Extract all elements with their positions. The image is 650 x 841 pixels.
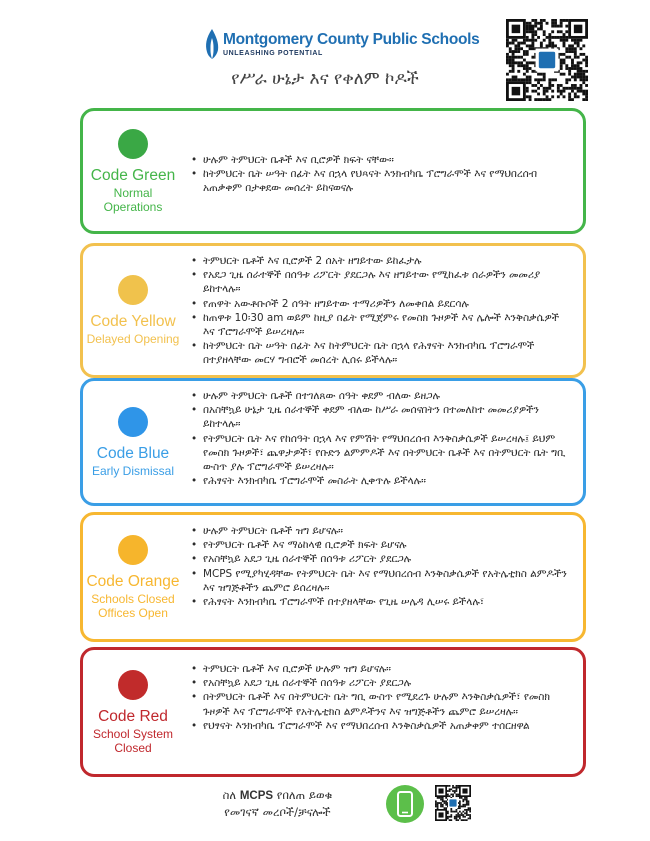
footer-line-1-pre: ስለ bbox=[222, 788, 240, 802]
qr-code-icon[interactable] bbox=[435, 785, 471, 821]
card-code-green bbox=[80, 108, 586, 234]
header bbox=[0, 0, 650, 105]
list-item: • የህፃናት እንክብካቤ ፕሮግራሞች እና የማህበረሰብ እንቅስቃሴዎች አጠቃቀም ተሰርዘዋል bbox=[191, 719, 573, 733]
bullet-list bbox=[191, 524, 573, 609]
code-label bbox=[83, 515, 183, 639]
list-item: • ሁሉም ትምህርት ቤቶች በተገለጸው ሰዓት ቀደም ብለው ይዘጋሉ bbox=[191, 389, 573, 403]
list-item: • ትምህርት ቤቶች እና ቢሮዎች ሁሉም ዝግ ይሆናሉ። bbox=[191, 662, 573, 676]
list-item: • ሁሉም ትምህርት ቤቶች እና ቢሮዎች ክፍት ናቸው። bbox=[191, 153, 573, 167]
status-dot bbox=[118, 407, 148, 437]
code-name: Code Red bbox=[98, 707, 168, 725]
code-description: Early Dismissal bbox=[91, 463, 174, 478]
card-code-red bbox=[80, 647, 586, 777]
code-description: Delayed Opening bbox=[86, 332, 180, 346]
code-label bbox=[83, 111, 183, 231]
code-label bbox=[83, 650, 183, 774]
list-item: • ከትምህርት ቤት ሠዓት በፊት እና በኋላ የህጻናት እንክብካቤ ፕሮግራሞች እና የማህበረሰብ አጠቃቀም በታቀደው መሰረት ይከናወናሉ bbox=[191, 167, 573, 195]
list-item: • ሁሉም ትምህርት ቤቶች ዝግ ይሆናሉ። bbox=[191, 524, 573, 538]
list-item: • የሕፃናት እንክብካቤ ፕሮግራሞች በተያዘላቸው የጊዜ ሠሌዳ ሊሠሩ ይችላሉ፣ bbox=[191, 595, 573, 609]
list-item: • የአስቸኳይ አደጋ ጊዜ ሰራተኞች በሰዓቱ ሪፖርት ያደርጋሉ bbox=[191, 552, 573, 566]
list-item: • ከትምህርት ቤት ሠዓት በፊት እና ከትምህርት ቤት በኋላ የሕፃናት እንክብካቤ ፕሮግራሞች በተያዘላቸው መርሃ ግብሮች መሰረት ሊሰሩ ይችላሉ። bbox=[191, 339, 573, 367]
footer-line-2: የመገናኛ መረቦች/ቻናሎች bbox=[224, 805, 331, 819]
list-item: • MCPS የሚያካሂዳቸው የትምህርት ቤት እና የማህበረሰብ እንቅስቃሴዎች የአትሌቲክስ ልምዶችን እና ዝግጅቶችን ጨምሮ ይሰረዛሉ። bbox=[191, 567, 573, 595]
footer-line-1 bbox=[190, 787, 365, 804]
footer-text bbox=[190, 787, 365, 820]
code-name: Code Yellow bbox=[90, 313, 176, 330]
list-item: • የጠዋት አውቶቡሶች 2 ሰዓት ዘግይተው ተማሪዎችን ለመቀበል ይደርሳሉ bbox=[191, 297, 573, 311]
list-item: • የሕፃናት እንክብካቤ ፕሮግራሞች መስራት ሊቀጥሉ ይችላሉ። bbox=[191, 474, 573, 488]
status-dot bbox=[118, 129, 148, 159]
code-description: Normal Operations bbox=[103, 185, 163, 214]
status-dot bbox=[118, 670, 148, 700]
list-item: • የአደጋ ጊዜ ሰራተኞች በሰዓቱ ሪፖርት ያደርጋሉ እና ዘግይተው የሚከፈቱ ሰራዎችን መመሪያ ይከተላሉ። bbox=[191, 268, 573, 296]
card-code-orange bbox=[80, 512, 586, 642]
list-item: • በአስቸኳይ ሁኔታ ጊዜ ሰራተኞች ቀደም ብለው ከሥራ መሰናበትን በተመለከተ መመሪያዎችን ይከተላሉ። bbox=[191, 403, 573, 431]
status-dot bbox=[118, 535, 148, 565]
list-item: • በትምህርት ቤቶች እና በትምህርት ቤት ግቢ ውስጥ የሚደረጉ ሁሉም እንቅስቃሴዎች፣ የመስክ ጉዞዎች እና ፕሮግራሞች የአትሌቲክስ ልምዶችንና እና ዝግጅቶችን ጨምሮ ይሠረዛሉ። bbox=[191, 690, 573, 718]
footer-line-1-bold: MCPS bbox=[239, 790, 274, 802]
status-dot bbox=[118, 275, 148, 305]
logo-tagline: UNLEASHING POTENTIAL bbox=[223, 50, 323, 57]
list-item: • የትምህርት ቤት እና የከሰዓት በኋላ እና የምሽት የማህበረሰብ እንቅስቃሴዎች ይሠረዛሉ፤ ይህም የመስክ ጉዞዎች፣ ጨዋታዎች፣ የቡድን ልምምዶች እና በትምህርት ቤቶች እና በትምህርት ቤት ግቢ ውስጥ ያሉ ፕሮግራሞች ይሠረዛሉ። bbox=[191, 432, 573, 475]
list-item: • የትምህርት ቤቶች እና ማዕከላዊ ቢሮዎች ክፍት ይሆናሉ bbox=[191, 538, 573, 552]
card-code-blue bbox=[80, 378, 586, 506]
code-description: School System Closed bbox=[92, 726, 174, 755]
card-code-yellow bbox=[80, 243, 586, 378]
phone-icon[interactable] bbox=[385, 784, 425, 824]
bullet-list bbox=[191, 153, 573, 196]
code-label bbox=[83, 381, 183, 503]
code-name: Code Green bbox=[90, 166, 176, 184]
code-label bbox=[83, 246, 183, 375]
list-item: • ትምህርት ቤቶች እና ቢሮዎች 2 ሰአት ዘግይተው ይከፈታሉ bbox=[191, 254, 573, 268]
page-title: የሥራ ሁኔታ እና የቀለም ኮዶች bbox=[231, 69, 419, 89]
list-item: • የአስቸኳይ አደጋ ጊዜ ሰራተኞች በሰዓቱ ሪፖርት ያደርጋሉ bbox=[191, 676, 573, 690]
qr-code-icon[interactable] bbox=[506, 19, 588, 101]
code-name: Code Blue bbox=[96, 444, 170, 462]
bullet-list bbox=[191, 254, 573, 368]
flame-logo-icon bbox=[205, 29, 219, 59]
bullet-list bbox=[191, 662, 573, 733]
code-name: Code Orange bbox=[86, 572, 180, 590]
footer-line-1-post: የበለጠ ይወቁ bbox=[273, 788, 333, 802]
logo-name: Montgomery County Public Schools bbox=[223, 31, 480, 48]
bullet-list bbox=[191, 389, 573, 488]
code-description: Schools Closed Offices Open bbox=[91, 591, 175, 620]
mcps-logo[interactable] bbox=[205, 24, 480, 64]
list-item: • ከጠዋቱ 10፡30 am ወይም ከዚያ በፊት የሚጀምሩ የመስክ ጉዞዎች እና ሌሎች እንቅስቃሴዎች እና ፕሮግራሞች ይሠረዛሉ። bbox=[191, 311, 573, 339]
